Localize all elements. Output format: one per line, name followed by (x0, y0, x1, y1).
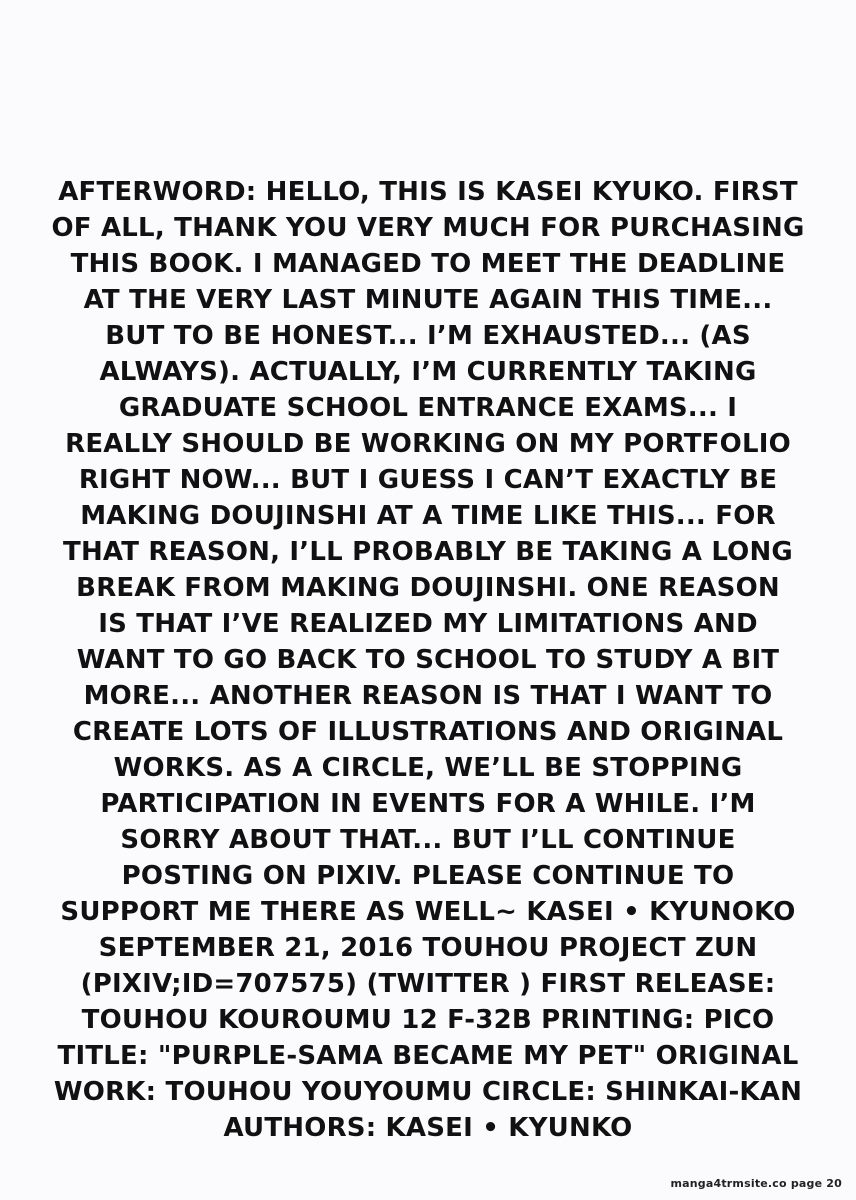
afterword-line: WORKS. AS A CIRCLE, WE’LL BE STOPPING (113, 753, 743, 783)
afterword-line: MORE... ANOTHER REASON IS THAT I WANT TO (83, 681, 773, 711)
afterword-line: CREATE LOTS OF ILLUSTRATIONS AND ORIGINAL (72, 717, 784, 747)
afterword-line: TITLE: "PURPLE-SAMA BECAME MY PET" ORIGINAL (57, 1041, 799, 1071)
afterword-line: SEPTEMBER 21, 2016 TOUHOU PROJECT ZUN (98, 933, 758, 963)
afterword-line: ALWAYS). ACTUALLY, I’M CURRENTLY TAKING (99, 357, 757, 387)
afterword-line: MAKING DOUJINSHI AT A TIME LIKE THIS... FOR (80, 501, 776, 531)
afterword-line: GRADUATE SCHOOL ENTRANCE EXAMS... I (118, 393, 738, 423)
afterword-text-block (40, 174, 816, 1146)
afterword-line: POSTING ON PIXIV. PLEASE CONTINUE TO (121, 861, 735, 891)
afterword-line: WORK: TOUHOU YOUYOUMU CIRCLE: SHINKAI-KAN (53, 1077, 803, 1107)
afterword-line: (PIXIV;ID=707575) (TWITTER ) FIRST RELEASE: (80, 969, 776, 999)
afterword-line: SORRY ABOUT THAT... BUT I’LL CONTINUE (120, 825, 736, 855)
afterword-line: AFTERWORD: HELLO, THIS IS KASEI KYUKO. FIRST (58, 177, 798, 207)
afterword-line: OF ALL, THANK YOU VERY MUCH FOR PURCHASING (51, 213, 805, 243)
afterword-line: RIGHT NOW... BUT I GUESS I CAN’T EXACTLY BE (78, 465, 778, 495)
afterword-line: WANT TO GO BACK TO SCHOOL TO STUDY A BIT (76, 645, 780, 675)
watermark-text: manga4trmsite.co page 20 (670, 1177, 842, 1190)
afterword-line: THIS BOOK. I MANAGED TO MEET THE DEADLINE (70, 249, 786, 279)
afterword-line: PARTICIPATION IN EVENTS FOR A WHILE. I’M (100, 789, 756, 819)
afterword-line: IS THAT I’VE REALIZED MY LIMITATIONS AND (98, 609, 758, 639)
afterword-line: BUT TO BE HONEST... I’M EXHAUSTED... (AS (105, 321, 751, 351)
afterword-line: SUPPORT ME THERE AS WELL~ KASEI • KYUNOKO (60, 897, 796, 927)
afterword-line: AT THE VERY LAST MINUTE AGAIN THIS TIME... (83, 285, 773, 315)
afterword-line: AUTHORS: KASEI • KYUNKO (223, 1113, 633, 1143)
afterword-line: BREAK FROM MAKING DOUJINSHI. ONE REASON (76, 573, 780, 603)
afterword-line: THAT REASON, I’LL PROBABLY BE TAKING A LONG (63, 537, 793, 567)
afterword-line: REALLY SHOULD BE WORKING ON MY PORTFOLIO (65, 429, 791, 459)
afterword-line: TOUHOU KOUROUMU 12 F-32B PRINTING: PICO (81, 1005, 775, 1035)
